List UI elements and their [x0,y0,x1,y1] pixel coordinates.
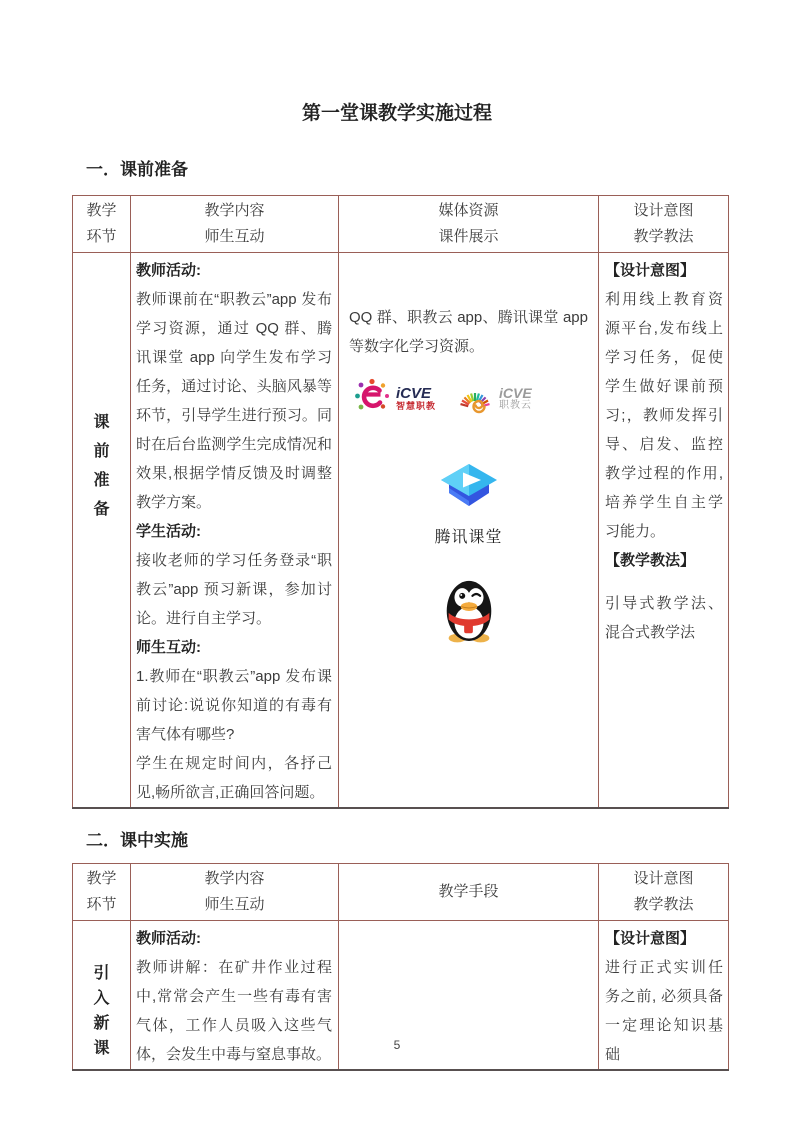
teaching-method-text: 引导式教学法、混合式教学法 [605,595,723,641]
design-intent-text: 利用线上教育资源平台,发布线上学习任务，促使学生做好课前预习;，教师发挥引导、启发、监控教学过程的作用,培养学生自主学习能力。 [605,291,723,540]
table2-header-means: 教学手段 [339,864,599,921]
section1-heading: 一．课前准备 [86,160,188,179]
teacher-activity-text-2: 教师讲解：在矿井作业过程中,常常会产生一些有毒有害气体，工作人员吸入这些气体，会发生中毒与窒息事故。 [136,959,332,1063]
icve-zhijiaoyun-subtitle: 职教云 [499,399,533,411]
icve-zhijiaoyun-icon [452,378,494,419]
table2-header-design: 设计意图 教学教法 [599,864,729,921]
section2-heading: 二．课中实施 [86,831,188,850]
teacher-activity-text: 教师课前在“职教云”app 发布学习资源，通过 QQ 群、腾讯课堂 app 向学生发布学习任务，通过讨论、头脑风暴等环节，引导学生进行预习。同时在后台监测学生完成情况和效果,根据学情反馈及时调整教学方案。 [136,291,332,511]
table1-body-row [73,253,729,809]
qq-block [349,573,588,650]
table1-header-stage: 教学 环节 [73,196,131,253]
student-activity-text: 接收老师的学习任务登录“职教云”app 预习新课，参加讨论。进行自主学习。 [136,552,332,627]
icve-zhihuizhijiao-icon [353,377,391,420]
table2-header-row [73,864,729,921]
interaction-text-2: 学生在规定时间内，各抒己见,畅所欲言,正确回答问题。 [136,755,332,801]
icve-zhihuizhijiao-subtitle: 智慧职教 [396,400,437,411]
table1-header-media: 媒体资源 课件展示 [339,196,599,253]
table2-stage-cell: 引 入 新 课 [73,921,131,1071]
page-number: 5 [393,1038,401,1052]
section1-table [72,195,729,809]
tencent-classroom-block [349,462,588,547]
table1-header-row [73,196,729,253]
table1-stage-cell: 课 前 准 备 [73,253,131,809]
page-title: 第一堂课教学实施过程 [301,103,492,124]
teacher-activity-label-2: 教师活动: [136,930,201,947]
interaction-label: 师生互动: [136,639,201,656]
teaching-method-label: 【教学教法】 [605,552,696,569]
table1-media-cell [339,253,599,809]
icve-zhihuizhijiao-title: iCVE [396,384,432,402]
table2-header-content: 教学内容 师生互动 [131,864,339,921]
tencent-classroom-label: 腾讯课堂 [434,529,503,546]
media-resources-text: QQ 群、职教云 app、腾讯课堂 app 等数字化学习资源。 [349,309,588,355]
interaction-text-1: 1.教师在“职教云”app 发布课前讨论:说说你知道的有毒有害气体有哪些? [136,668,332,743]
design-intent-label: 【设计意图】 [605,262,696,279]
table2-header-stage: 教学 环节 [73,864,131,921]
table1-header-content: 教学内容 师生互动 [131,196,339,253]
icve-zhijiaoyun-title: iCVE [499,384,532,401]
icve-zhihuizhijiao-logo [353,377,436,420]
icve-logos-row [353,377,588,420]
student-activity-label: 学生活动: [136,523,201,540]
tencent-classroom-icon [437,503,501,520]
teacher-activity-label: 教师活动: [136,262,201,279]
table1-design-cell [599,253,729,809]
qq-penguin-icon [438,632,500,649]
design-intent-text-2: 进行正式实训任务之前, 必须具备一定理论知识基础 [605,959,723,1063]
table1-header-design: 设计意图 教学教法 [599,196,729,253]
table1-content-cell [131,253,339,809]
design-intent-label-2: 【设计意图】 [605,930,696,947]
icve-zhijiaoyun-logo [452,378,532,419]
